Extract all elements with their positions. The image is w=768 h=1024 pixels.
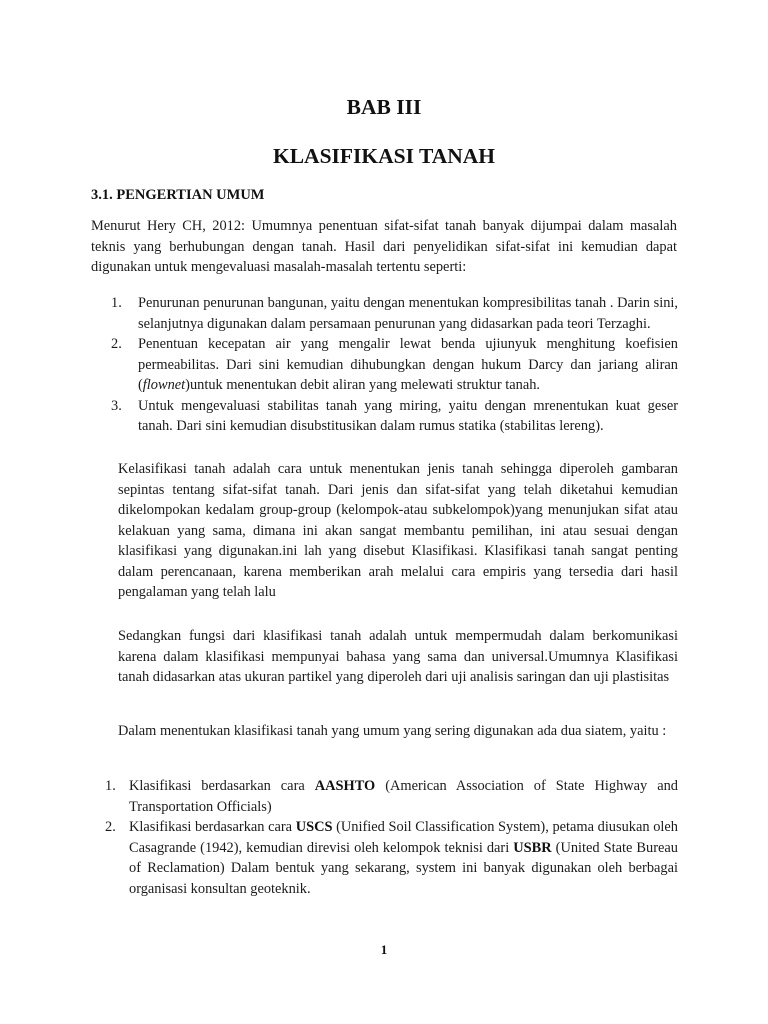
list-item-text: Klasifikasi berdasarkan cara bbox=[129, 819, 296, 835]
section-heading: 3.1. PENGERTIAN UMUM bbox=[91, 187, 265, 203]
list-number: 3. bbox=[111, 397, 122, 414]
systems-list bbox=[105, 776, 678, 899]
list-item bbox=[105, 776, 678, 817]
list-number: 1. bbox=[111, 295, 122, 311]
intro-paragraph: Menurut Hery CH, 2012: Umumnya penentuan sifat-sifat tanah banyak dijumpai dalam masalah teknis yang berhubungan dengan tanah. Hasil dari penyelidikan sifat-sifat ini kemudian dapat digunakan untuk mengevaluasi masalah-masalah tertentu seperti: bbox=[91, 218, 677, 275]
page-number: 1 bbox=[380, 942, 388, 957]
list-number: 1. bbox=[105, 778, 116, 794]
list-item-text: )untuk menentukan debit aliran yang melewati struktur tanah. bbox=[185, 377, 541, 393]
systems-intro-paragraph: Dalam menentukan klasifikasi tanah yang umum yang sering digunakan ada dua siatem, yaitu : bbox=[118, 723, 667, 739]
list-item-text: (American Association of State Highway and Transportation Officials) bbox=[129, 778, 678, 815]
list-item bbox=[111, 334, 678, 396]
list-item-text: (United State Bureau of Reclamation) Dalam bentuk yang sekarang, system ini banyak digunakan oleh berbagai organisasi konsultan geoteknik. bbox=[129, 839, 678, 897]
function-paragraph: Sedangkan fungsi dari klasifikasi tanah adalah untuk mempermudah dalam berkomunikasi karena dalam klasifikasi mempunyai bahasa yang sama dan universal.Umumnya Klasifikasi tanah didasarkan atas ukuran partikel yang diperoleh dari uji analisis saringan dan uji plastisitas bbox=[118, 628, 678, 685]
list-item-text: Penurunan penurunan bangunan, yaitu dengan menentukan kompresibilitas tanah . Darin sini, selanjutnya digunakan dalam persamaan penurunan yang didasarkan pada teori Terzaghi. bbox=[138, 295, 678, 332]
bold-term: USCS bbox=[295, 819, 333, 835]
list-item-text: Untuk mengevaluasi stabilitas tanah yang miring, yaitu dengan mrenentukan kuat geser tanah. Dari sini kemudian disubstitusikan dalam rumus statika (stabilitas lereng). bbox=[138, 397, 678, 434]
italic-term: flownet bbox=[142, 377, 186, 393]
evaluation-list bbox=[111, 293, 678, 437]
chapter-heading: BAB III bbox=[346, 95, 422, 119]
list-number: 2. bbox=[105, 819, 116, 835]
list-item bbox=[105, 817, 678, 899]
list-item-text: Klasifikasi berdasarkan cara bbox=[129, 778, 315, 794]
classification-paragraph: Kelasifikasi tanah adalah cara untuk menentukan jenis tanah sehingga diperoleh gambaran sepintas tentang sifat-sifat tanah. Dari jenis dan sifat-sifat yang telah diketahui kemudian dikelompokan kedalam group-group (kelompok-atau subkelompok)yang menunjukan sifat atau kelakuan yang sama, dimana ini akan sangat membantu pemilihan, ini atau sesuai dengan klasifikasi yang digunakan.ini lah yang disebut Klasifikasi. Klasifikasi tanah sangat penting dalam perencanaan, karena memberikan arah melalui cara empiris yang tersedia dari hasil pengalaman yang telah lalu bbox=[118, 461, 678, 600]
list-number: 2. bbox=[111, 336, 122, 352]
list-item bbox=[111, 396, 678, 437]
list-item-text: (Unified Soil Classification System), petama diusukan oleh Casagrande (1942), kemudian direvisi oleh kelompok teknisi dari bbox=[129, 819, 678, 856]
bold-term: USBR bbox=[513, 839, 552, 856]
chapter-title: KLASIFIKASI TANAH bbox=[272, 144, 496, 168]
list-item bbox=[111, 293, 678, 334]
list-item-text: Penentuan kecepatan air yang mengalir lewat benda ujiunyuk menghitung koefisien permeabilitas. Dari sini kemudian dihubungkan dengan hukum Darcy dan jariang aliran ( bbox=[138, 336, 678, 393]
bold-term: AASHTO bbox=[314, 778, 376, 794]
